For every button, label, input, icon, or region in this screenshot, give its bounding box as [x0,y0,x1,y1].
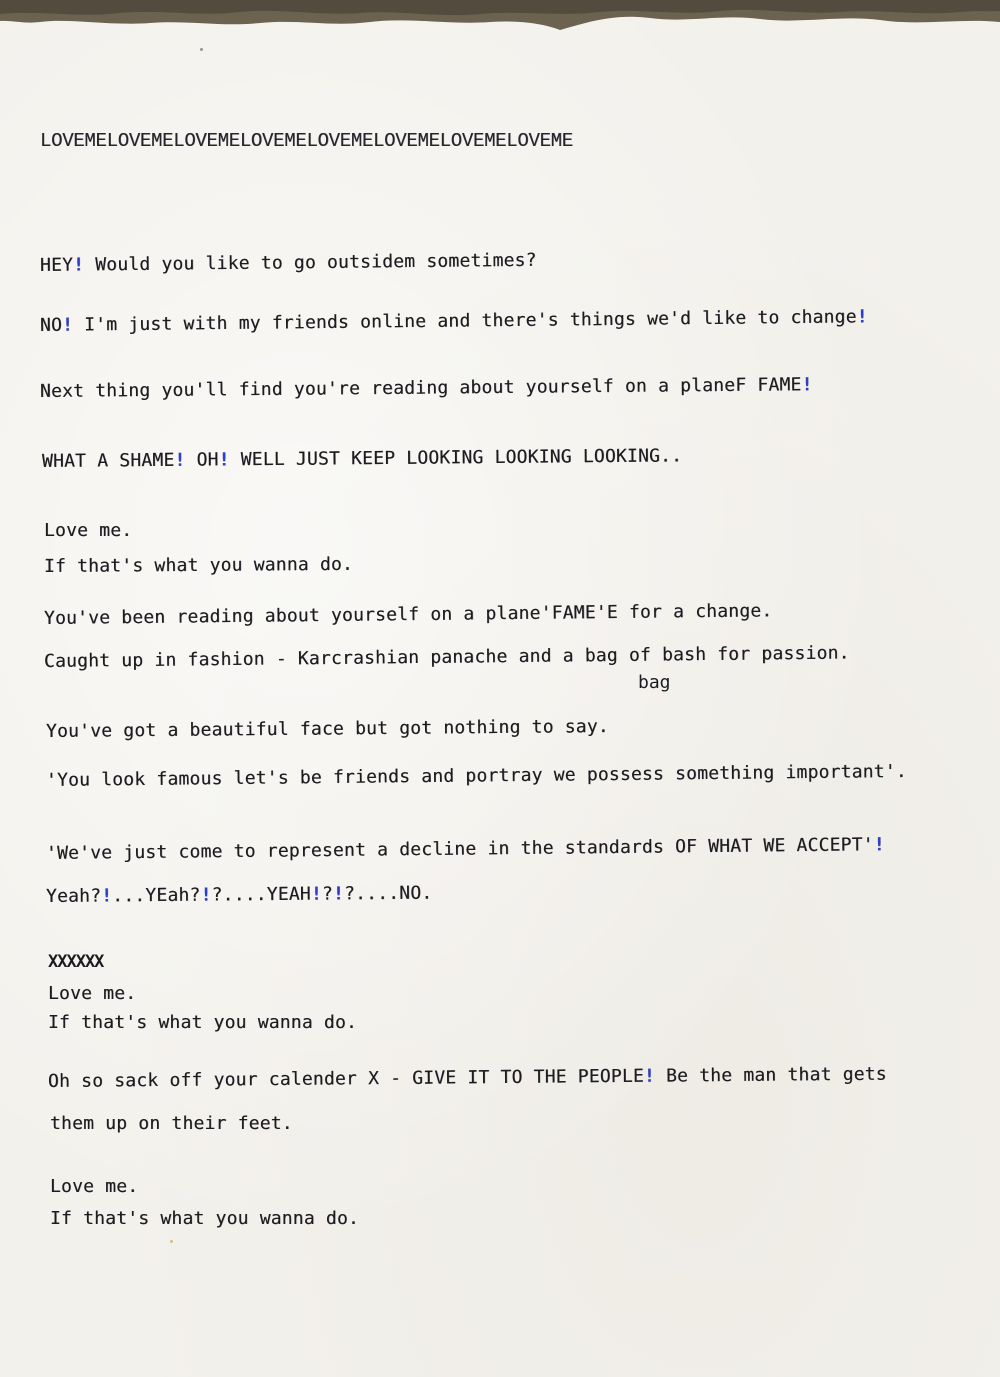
typed-text: OH [185,449,219,471]
handwritten-exclamation: ! [310,883,323,905]
typed-text: ...YEah? [112,884,201,907]
typed-line [44,554,353,577]
typed-text: ?....NO. [343,882,433,905]
typed-line [48,983,136,1004]
handwritten-exclamation: ! [174,449,186,471]
typed-line [46,883,433,907]
handwritten-exclamation: ! [73,254,85,276]
typed-text: ?....YEAH [211,883,312,906]
document-header: LOVEMELOVEMELOVEMELOVEMELOVEMELOVEMELOVEMELOVEME [40,130,573,152]
handwritten-exclamation: ! [218,449,230,471]
handwritten-exclamation: ! [801,374,813,396]
handwritten-exclamation: ! [61,314,74,336]
typed-text: HEY [39,254,74,276]
ink-speck [200,48,203,51]
handwritten-correction: bag [638,672,671,693]
typed-text: Love me. [50,1176,139,1197]
typed-text: You've got a beautiful face but got nothing to say. [45,716,609,742]
typed-line [44,520,132,541]
typed-text: Would you like to go outsidem sometimes? [84,249,537,276]
typed-text: You've been reading about yourself on a plane'FAME'E for a change. [43,600,773,629]
typed-line [50,1208,359,1229]
typed-line [48,1012,357,1033]
typed-text: Oh so sack off your calender X - GIVE IT TO THE PEOPLE [47,1065,645,1092]
typed-text: I'm just with my friends online and there's things we'd like to change [73,306,857,336]
handwritten-exclamation: ! [101,885,113,907]
typed-text: 'We've just come to represent a decline in the standards OF WHAT WE ACCEPT' [45,834,874,864]
typed-text: Love me. [44,520,133,541]
typed-text: NO [39,314,63,336]
typed-text: Love me. [48,983,137,1004]
typed-text: Next thing you'll find you're reading about yourself on a planeF FAME [39,374,802,402]
torn-top-edge [0,0,1000,45]
handwritten-exclamation: ! [643,1065,656,1087]
struck-out-word: XXXXXX [48,952,104,972]
typed-text: WHAT A SHAME [41,449,175,472]
typed-text: Caught up in fashion - Karcrashian panache and a bag of bash for passion. [43,642,850,672]
typed-text: them up on their feet. [50,1113,293,1134]
typed-text: If that's what you wanna do. [48,1012,358,1033]
typed-text: ? [321,883,334,905]
typed-line [50,1113,293,1134]
handwritten-exclamation: ! [332,883,345,905]
handwritten-exclamation: ! [200,884,212,906]
handwritten-exclamation: ! [856,306,868,328]
typed-text: If that's what you wanna do. [43,553,354,577]
typed-line [50,1176,138,1197]
typed-text: Be the man that gets [654,1063,887,1087]
typed-text: Yeah? [45,885,102,907]
typed-text: 'You look famous let's be friends and portray we possess something important'. [45,760,907,791]
typed-text: If that's what you wanna do. [50,1208,360,1229]
typed-text: WELL JUST KEEP LOOKING LOOKING LOOKING.. [229,445,683,471]
handwritten-exclamation: ! [873,834,885,856]
ink-speck [170,1240,173,1243]
